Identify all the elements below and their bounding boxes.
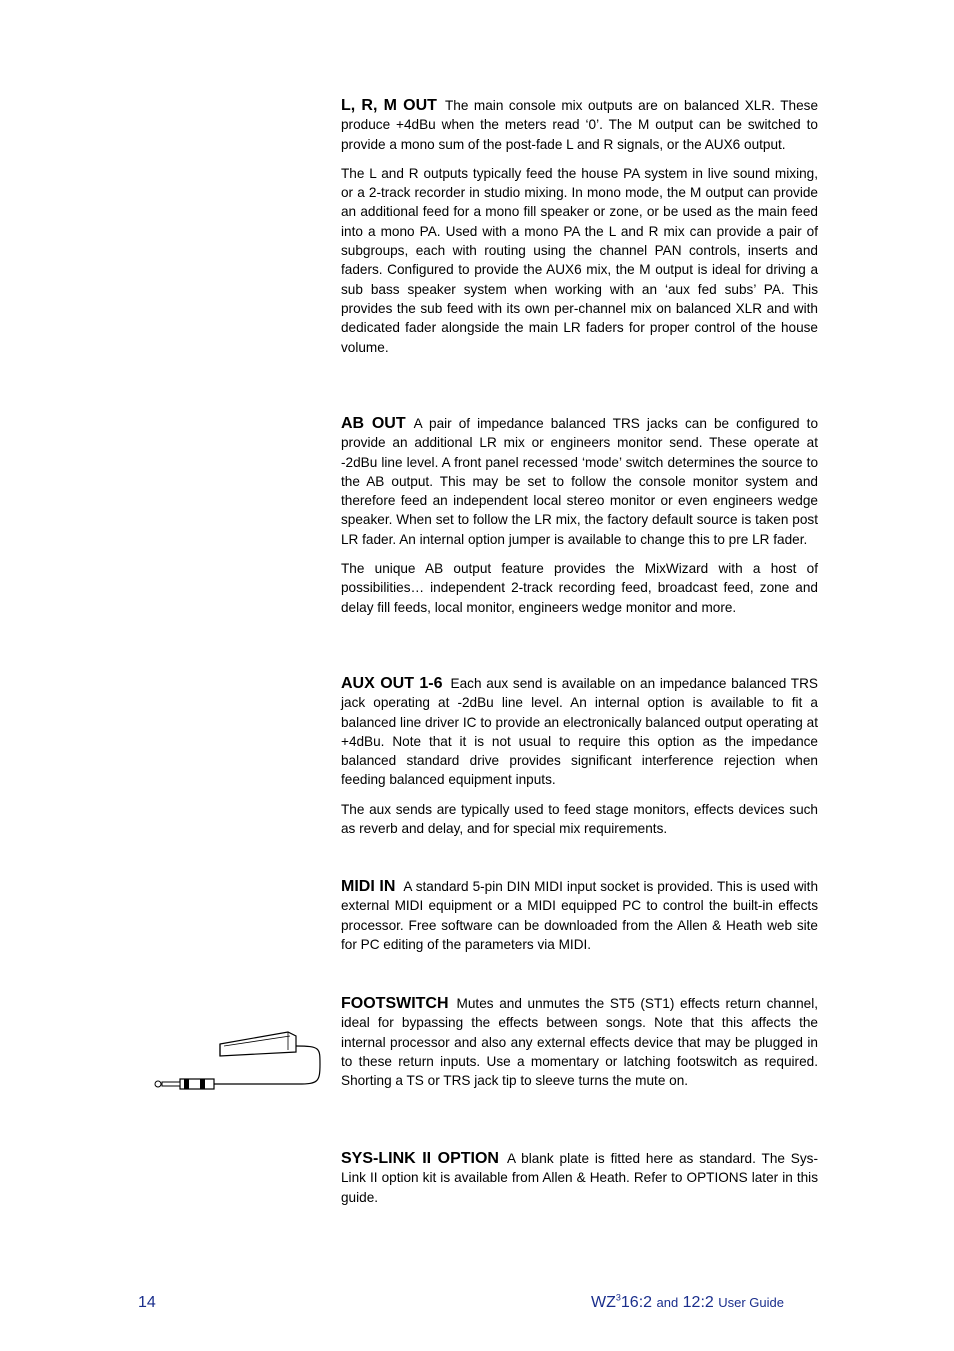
footswitch-pedal-icon (148, 1024, 324, 1094)
section-lead: AB OUT A pair of impedance balanced TRS jacks can be configured to provide an additional LR mix or engineers monitor send. These operate at -2dBu line level. A front panel recessed ‘mode’ switch determines the source to the AB output. This may be set to follow the console monitor system and therefore feed an independent local stereo monitor or even engineers wedge speaker. When set to follow the LR mix, the factory default source is taken post LR fader. An internal option jumper is available to change this to pre LR fader. (341, 415, 819, 547)
section-ab-out (341, 414, 818, 627)
guide-title: $WZ^316:2$ and 12:2 User Guide (591, 1292, 784, 1311)
section-lead: AUX OUT 1-6 Each aux send is available on an impedance balanced TRS jack operating at -2dBu line level. An internal option is available to fit a balanced line driver IC to provide an electronically balanced output operating at +4dBu. Note that it is not usual to require this option as the impedance balanced standard drive provides significant interference rejection when feeding balanced equipment inputs. (341, 675, 818, 788)
section-paragraph: The unique AB output feature provides the MixWizard with a host of possibilities… independent 2-track recording feed, broadcast feed, zone and delay fill feeds, local monitor, engineers wedge monitor and more. (341, 561, 818, 615)
section-heading: AUX OUT 1-6 (341, 675, 443, 692)
section-footswitch (341, 994, 818, 1100)
section-lead: SYS-LINK II OPTION A blank plate is fitted here as standard. The Sys-Link II option kit is available from Allen & Heath. Refer to OPTIONS later in this guide. (341, 1150, 818, 1205)
section-lrm-out (341, 96, 818, 367)
section-midi-in (341, 877, 818, 964)
section-heading: AB OUT (341, 415, 406, 432)
section-heading: SYS-LINK II OPTION (341, 1150, 499, 1167)
section-lead: MIDI IN A standard 5-pin DIN MIDI input socket is provided. This is used with external MIDI equipment or a MIDI equipped PC to control the built-in effects processor. Free software can be downloaded from the Allen & Heath web site for PC editing of the parameters via MIDI. (341, 878, 819, 952)
section-paragraph: The aux sends are typically used to feed stage monitors, effects devices such as reverb and delay, and for special mix requirements. (341, 801, 818, 837)
section-heading: MIDI IN (341, 878, 396, 895)
section-lead: FOOTSWITCH Mutes and unmutes the ST5 (ST1) effects return channel, ideal for bypassing the effects between songs. Note that this affects the internal processor and also any external effects device that may be plugged in to these return inputs. Use a momentary or latching footswitch as required. Shorting a TS or TRS jack tip to sleeve turns the mute on. (341, 995, 818, 1089)
page-number: 14 (138, 1294, 156, 1311)
section-heading: L, R, M OUT (341, 97, 437, 114)
section-aux-out (341, 674, 818, 848)
section-paragraph: The L and R outputs typically feed the house PA system in live sound mixing, or a 2-track recorder in studio mixing. In mono mode, the M output can provide an additional feed for a mono fill speaker or zone, or be used as the main feed into a mono PA. Used with a mono PA the L and R mix can provide a pair of subgroups, each with routing using the channel PAN controls, inserts and faders. Configured to provide the AUX6 mix, the M output is ideal for driving a sub bass speaker system when working with an ‘aux fed subs’ PA. This provides the sub feed with its own per-channel mix on balanced XLR and with dedicated fader alongside the main LR faders for proper control of the house volume. (341, 165, 818, 355)
section-lead: L, R, M OUT The main console mix outputs are on balanced XLR. These produce +4dBu when the meters read ‘0’. The M output can be switched to provide a mono sum of the post-fade L and R signals, or the AUX6 output. (341, 97, 818, 152)
section-syslink (341, 1149, 818, 1217)
section-heading: FOOTSWITCH (341, 995, 449, 1012)
